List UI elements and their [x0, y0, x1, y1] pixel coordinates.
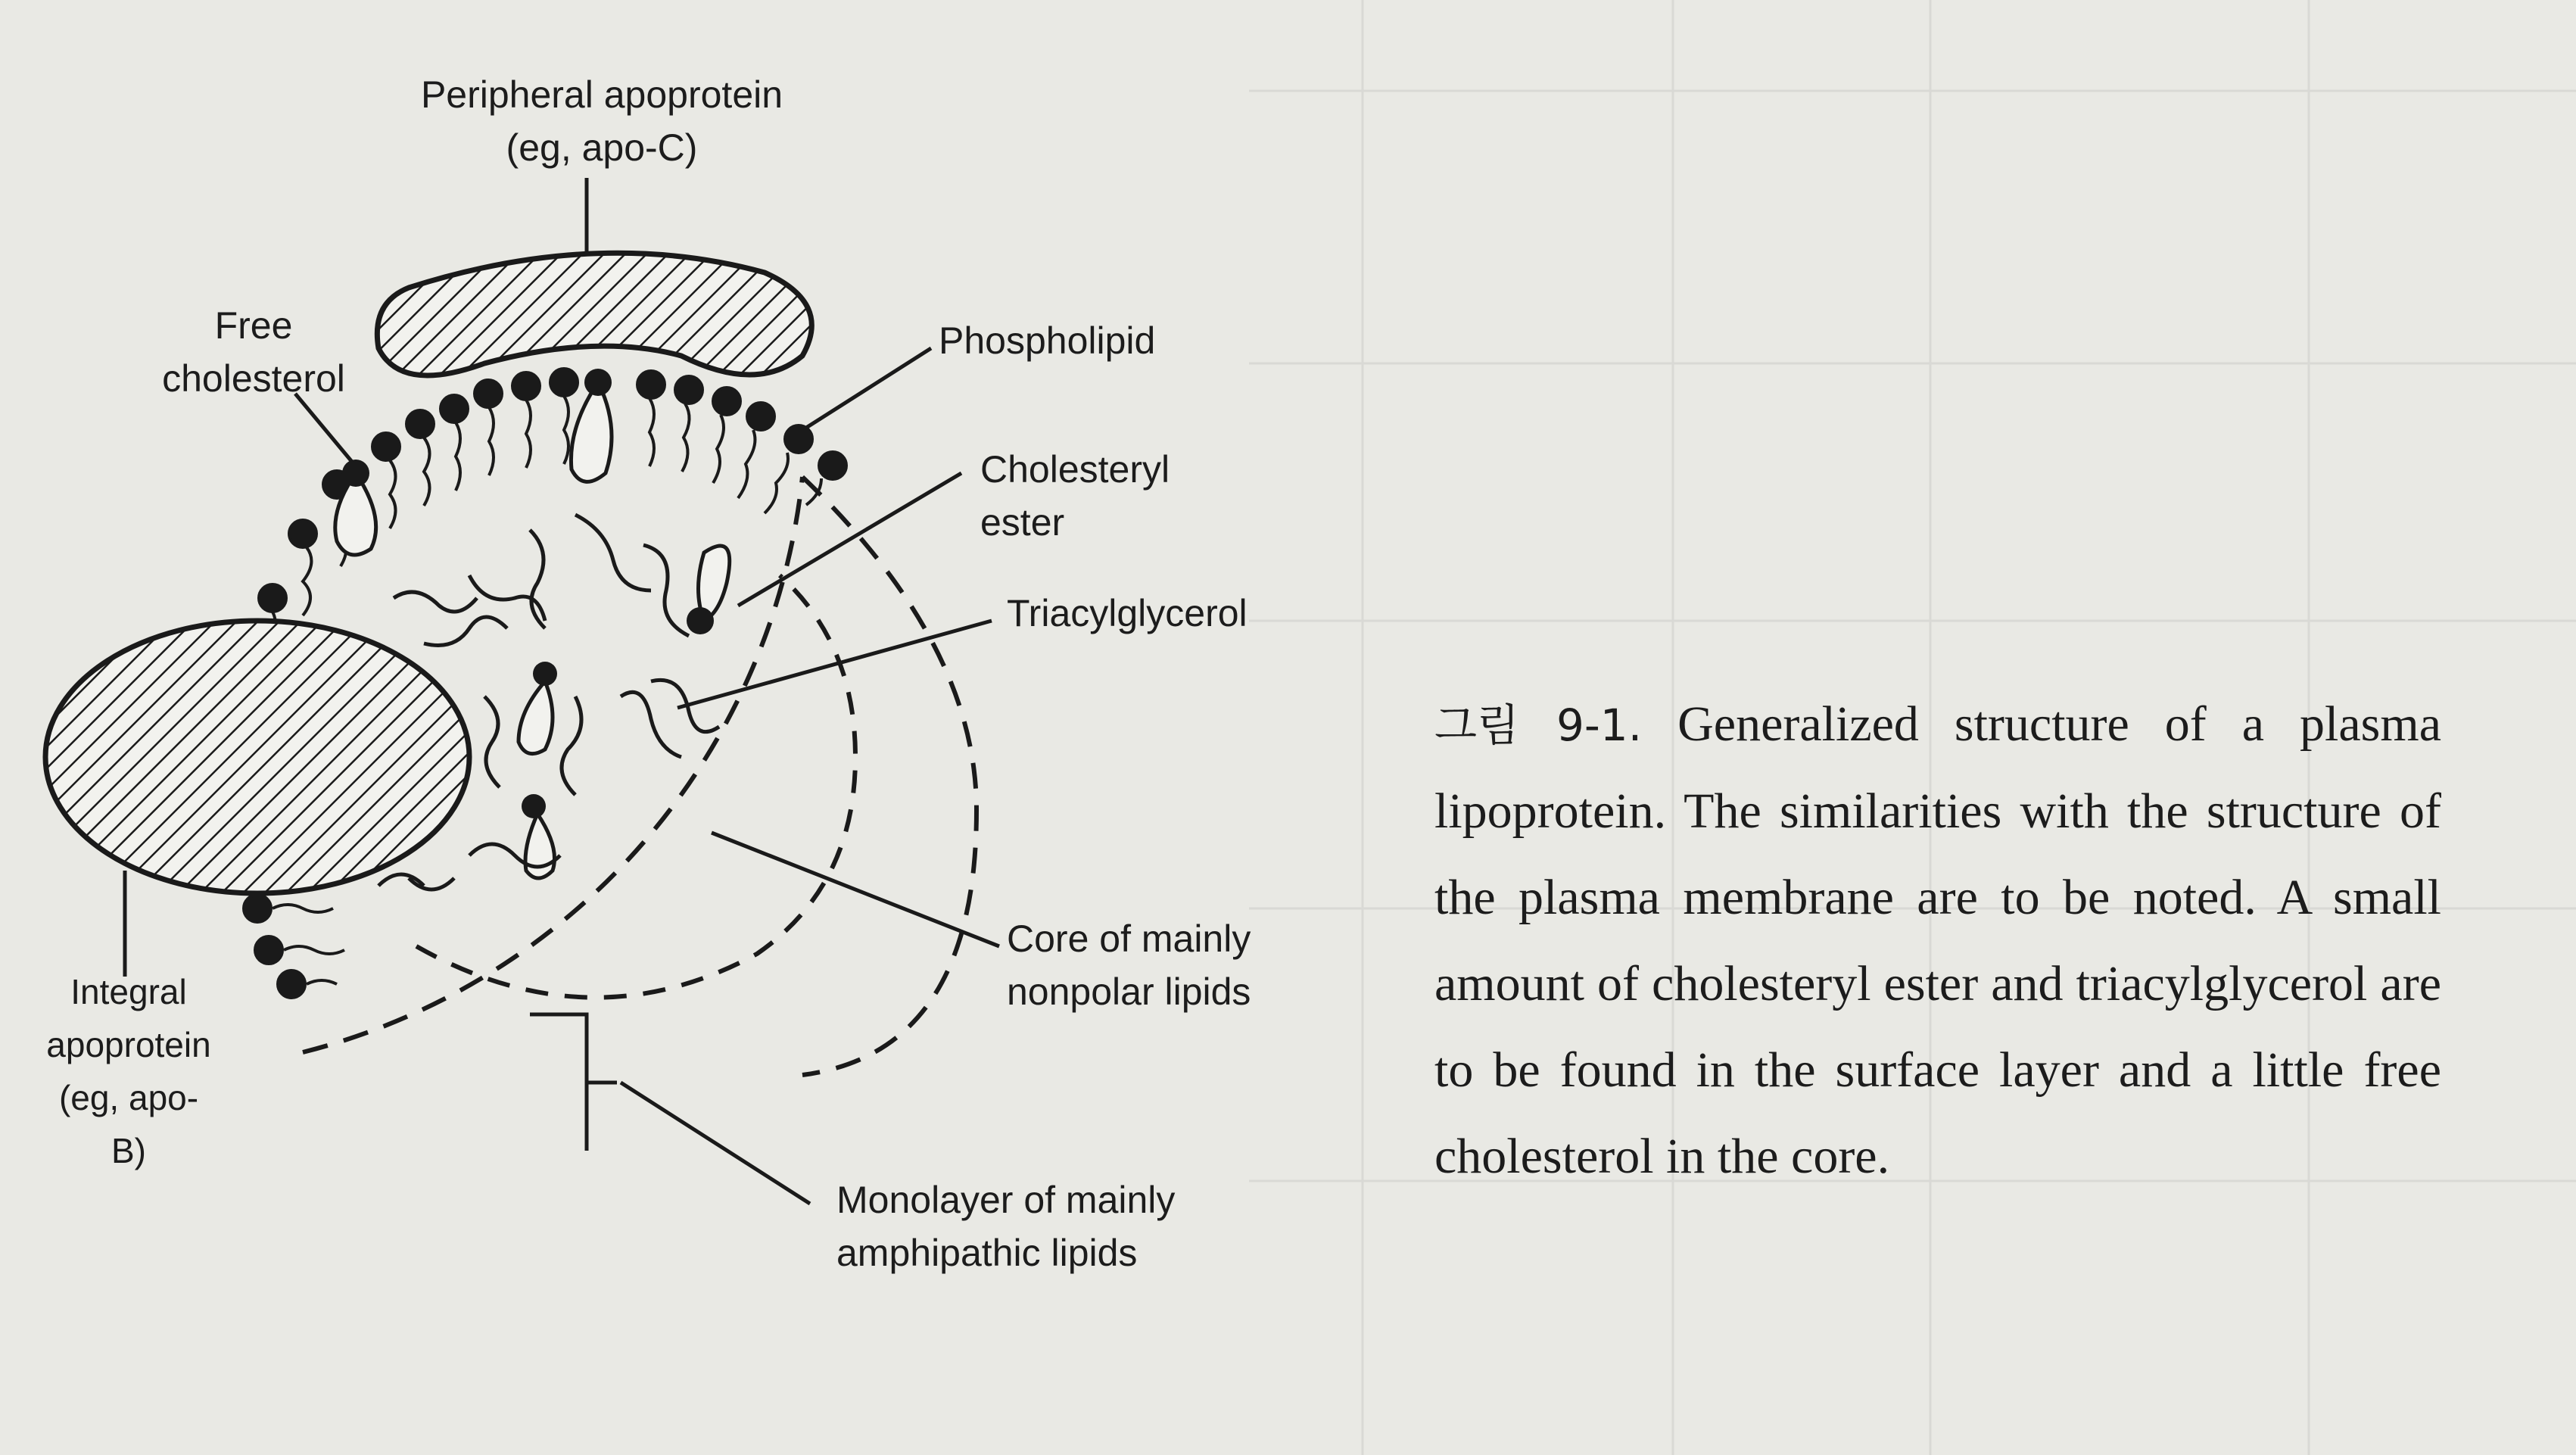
label-peripheral-line2: (eg, apo-C) [506, 126, 698, 169]
label-triacylglycerol: Triacylglycerol [1007, 592, 1248, 634]
label-monolayer [836, 1173, 1175, 1279]
label-cholesteryl-ester-line2: ester [980, 501, 1065, 544]
label-cholesteryl-ester-line1: Cholesteryl [980, 448, 1170, 491]
label-phospholipid: Phospholipid [939, 319, 1156, 362]
label-free-cholesterol-line1: Free [214, 304, 293, 347]
integral-apoprotein-shape [45, 621, 469, 893]
label-free-cholesterol [155, 299, 352, 405]
label-core [1007, 912, 1251, 1018]
label-peripheral-apoprotein [375, 68, 829, 174]
label-monolayer-line1: Monolayer of mainly [836, 1179, 1176, 1221]
label-peripheral-line1: Peripheral apoprotein [420, 73, 783, 116]
label-integral-line1: Integral [70, 972, 187, 1011]
label-integral-line2: apoprotein [46, 1025, 211, 1064]
inner-dashed-boundary [416, 575, 855, 998]
label-integral-apoprotein [42, 965, 216, 1177]
label-free-cholesterol-line2: cholesterol [162, 357, 345, 400]
label-core-line2: nonpolar lipids [1007, 971, 1251, 1013]
label-core-line1: Core of mainly [1007, 918, 1251, 960]
caption-text: Generalized structure of a plasma lipoprotein. The similarities with the structure of the plasma membrane are to be noted. A small amount of cholesteryl ester and triacylglycerol are to be found in the surface layer and a little free cholesterol in the core. [1434, 696, 2441, 1184]
outer-dashed-right [802, 477, 977, 1075]
figure-caption [1434, 681, 2441, 1200]
figure-number: 그림 9-1. [1434, 699, 1643, 751]
label-monolayer-line2: amphipathic lipids [836, 1232, 1138, 1274]
peripheral-apoprotein-shape [377, 253, 811, 375]
label-cholesteryl-ester [980, 443, 1170, 549]
label-integral-line3: (eg, apo-B) [58, 1078, 199, 1170]
